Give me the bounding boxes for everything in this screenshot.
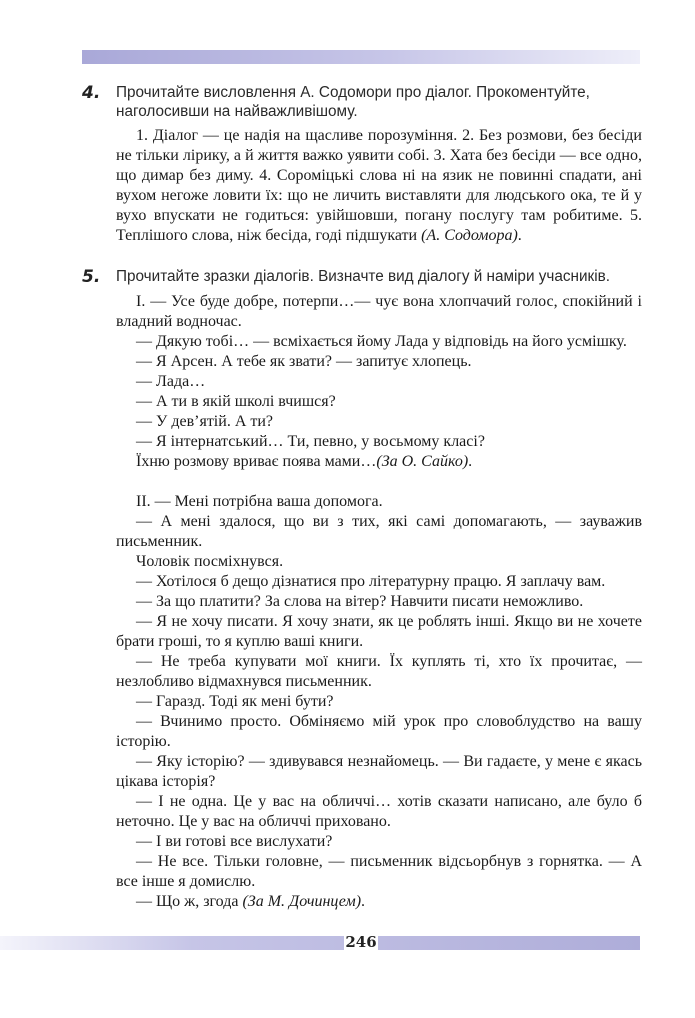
dialogue-line: — А мені здалося, що ви з тих, які самі допомагають, — зауважив письменник. (116, 513, 642, 550)
dialogue-line: — А ти в якій школі вчишся? (136, 393, 336, 410)
task-instruction: Прочитайте зразки діалогів. Визначте вид діалогу й наміри учасників. (116, 268, 610, 285)
dialogue-line: — За що платити? За слова на вітер? Навчити писати неможливо. (136, 593, 584, 610)
dialogue-line: — Хотілося б дещо дізнатися про літературну працю. Я заплачу вам. (136, 573, 606, 590)
task-number: 4. (82, 83, 101, 103)
dialogue-line: ІІ. — Мені потрібна ваша допомога. (136, 493, 383, 510)
page-number: 246 (345, 933, 377, 951)
dialogue-end: . (468, 453, 473, 470)
dialogue-line: — Лада… (136, 373, 206, 390)
quotes-source: (А. Содомора) (421, 227, 518, 244)
dialogue-line: — Гаразд. Тоді як мені бути? (136, 693, 334, 710)
dialogue-line: — І ви готові все вислухати? (136, 833, 333, 850)
dialogue-1 (116, 292, 642, 472)
dialogue-end: . (361, 893, 366, 910)
dialogue-2 (116, 492, 642, 912)
dialogue-narration: — Що ж, згода (136, 893, 243, 910)
dialogue-line: — Не треба купувати мої книги. Їх куплять ті, хто їх прочитає, — незлобливо відмахнувся письменник. (116, 653, 642, 690)
task-number: 5. (82, 267, 101, 287)
task-instruction: Прочитайте висловлення А. Содомори про діалог. Прокоментуйте, наголосивши на найважливішому. (116, 84, 590, 120)
dialogue-line: — І не одна. Це у вас на обличчі… хотів сказати написано, але було б неточно. Це у вас на обличчі приховано. (116, 793, 642, 830)
quotes-paragraph (116, 126, 642, 246)
header-decorative-bar (82, 50, 640, 64)
footer-decorative-bar (0, 936, 640, 950)
dialogue-source: (За О. Сайко) (376, 453, 469, 470)
dialogue-line (116, 452, 642, 472)
dialogue-source: (За М. Дочинцем) (242, 893, 362, 910)
dialogue-line: І. — Усе буде добре, потерпи…— чує вона хлопчачий голос, спокійний і владний водночас. (116, 293, 642, 330)
dialogue-narration: Їхню розмову вриває поява мами… (136, 453, 377, 470)
sodomora-quotes (116, 126, 642, 246)
quotes-end: . (517, 227, 522, 244)
dialogue-line: — Я Арсен. А тебе як звати? — запитує хлопець. (136, 353, 472, 370)
quotes-text: 1. Діалог — це надія на щасливе порозуміння. 2. Без розмови, без бесіди не тільки лірику, а й життя важко уявити собі. 3. Хата без бесіди — все одно, що димар без диму. 4. Сороміцькі слова ні на язик не повинні спадати, ані вухом негоже ловити їх: що не личить виставляти для людського ока, те й у вухо впускати не годиться: увійшовши, погану послугу там робитиме. 5. Теплішого слова, ніж бесіда, годі підшукати (116, 127, 642, 244)
dialogue-line (116, 892, 642, 912)
dialogue-line: — Вчинимо просто. Обміняємо мій урок про словоблудство на вашу історію. (116, 713, 642, 750)
dialogue-line: — Я не хочу писати. Я хочу знати, як це роблять інші. Якщо ви не хочете брати гроші, то я куплю ваші книги. (116, 613, 642, 650)
dialogue-line: — У дев’ятій. А ти? (136, 413, 274, 430)
dialogue-line: — Не все. Тільки головне, — письменник відсьорбнув з горнятка. — А все інше я домислю. (116, 853, 642, 890)
dialogue-line: — Дякую тобі… — всміхається йому Лада у відповідь на його усмішку. (136, 333, 627, 350)
dialogue-line: Чоловік посміхнувся. (136, 553, 284, 570)
dialogue-line: — Я інтернатський… Ти, певно, у восьмому класі? (136, 433, 485, 450)
dialogue-line: — Яку історію? — здивувався незнайомець. — Ви гадаєте, у мене є якась цікава історія? (116, 753, 642, 790)
